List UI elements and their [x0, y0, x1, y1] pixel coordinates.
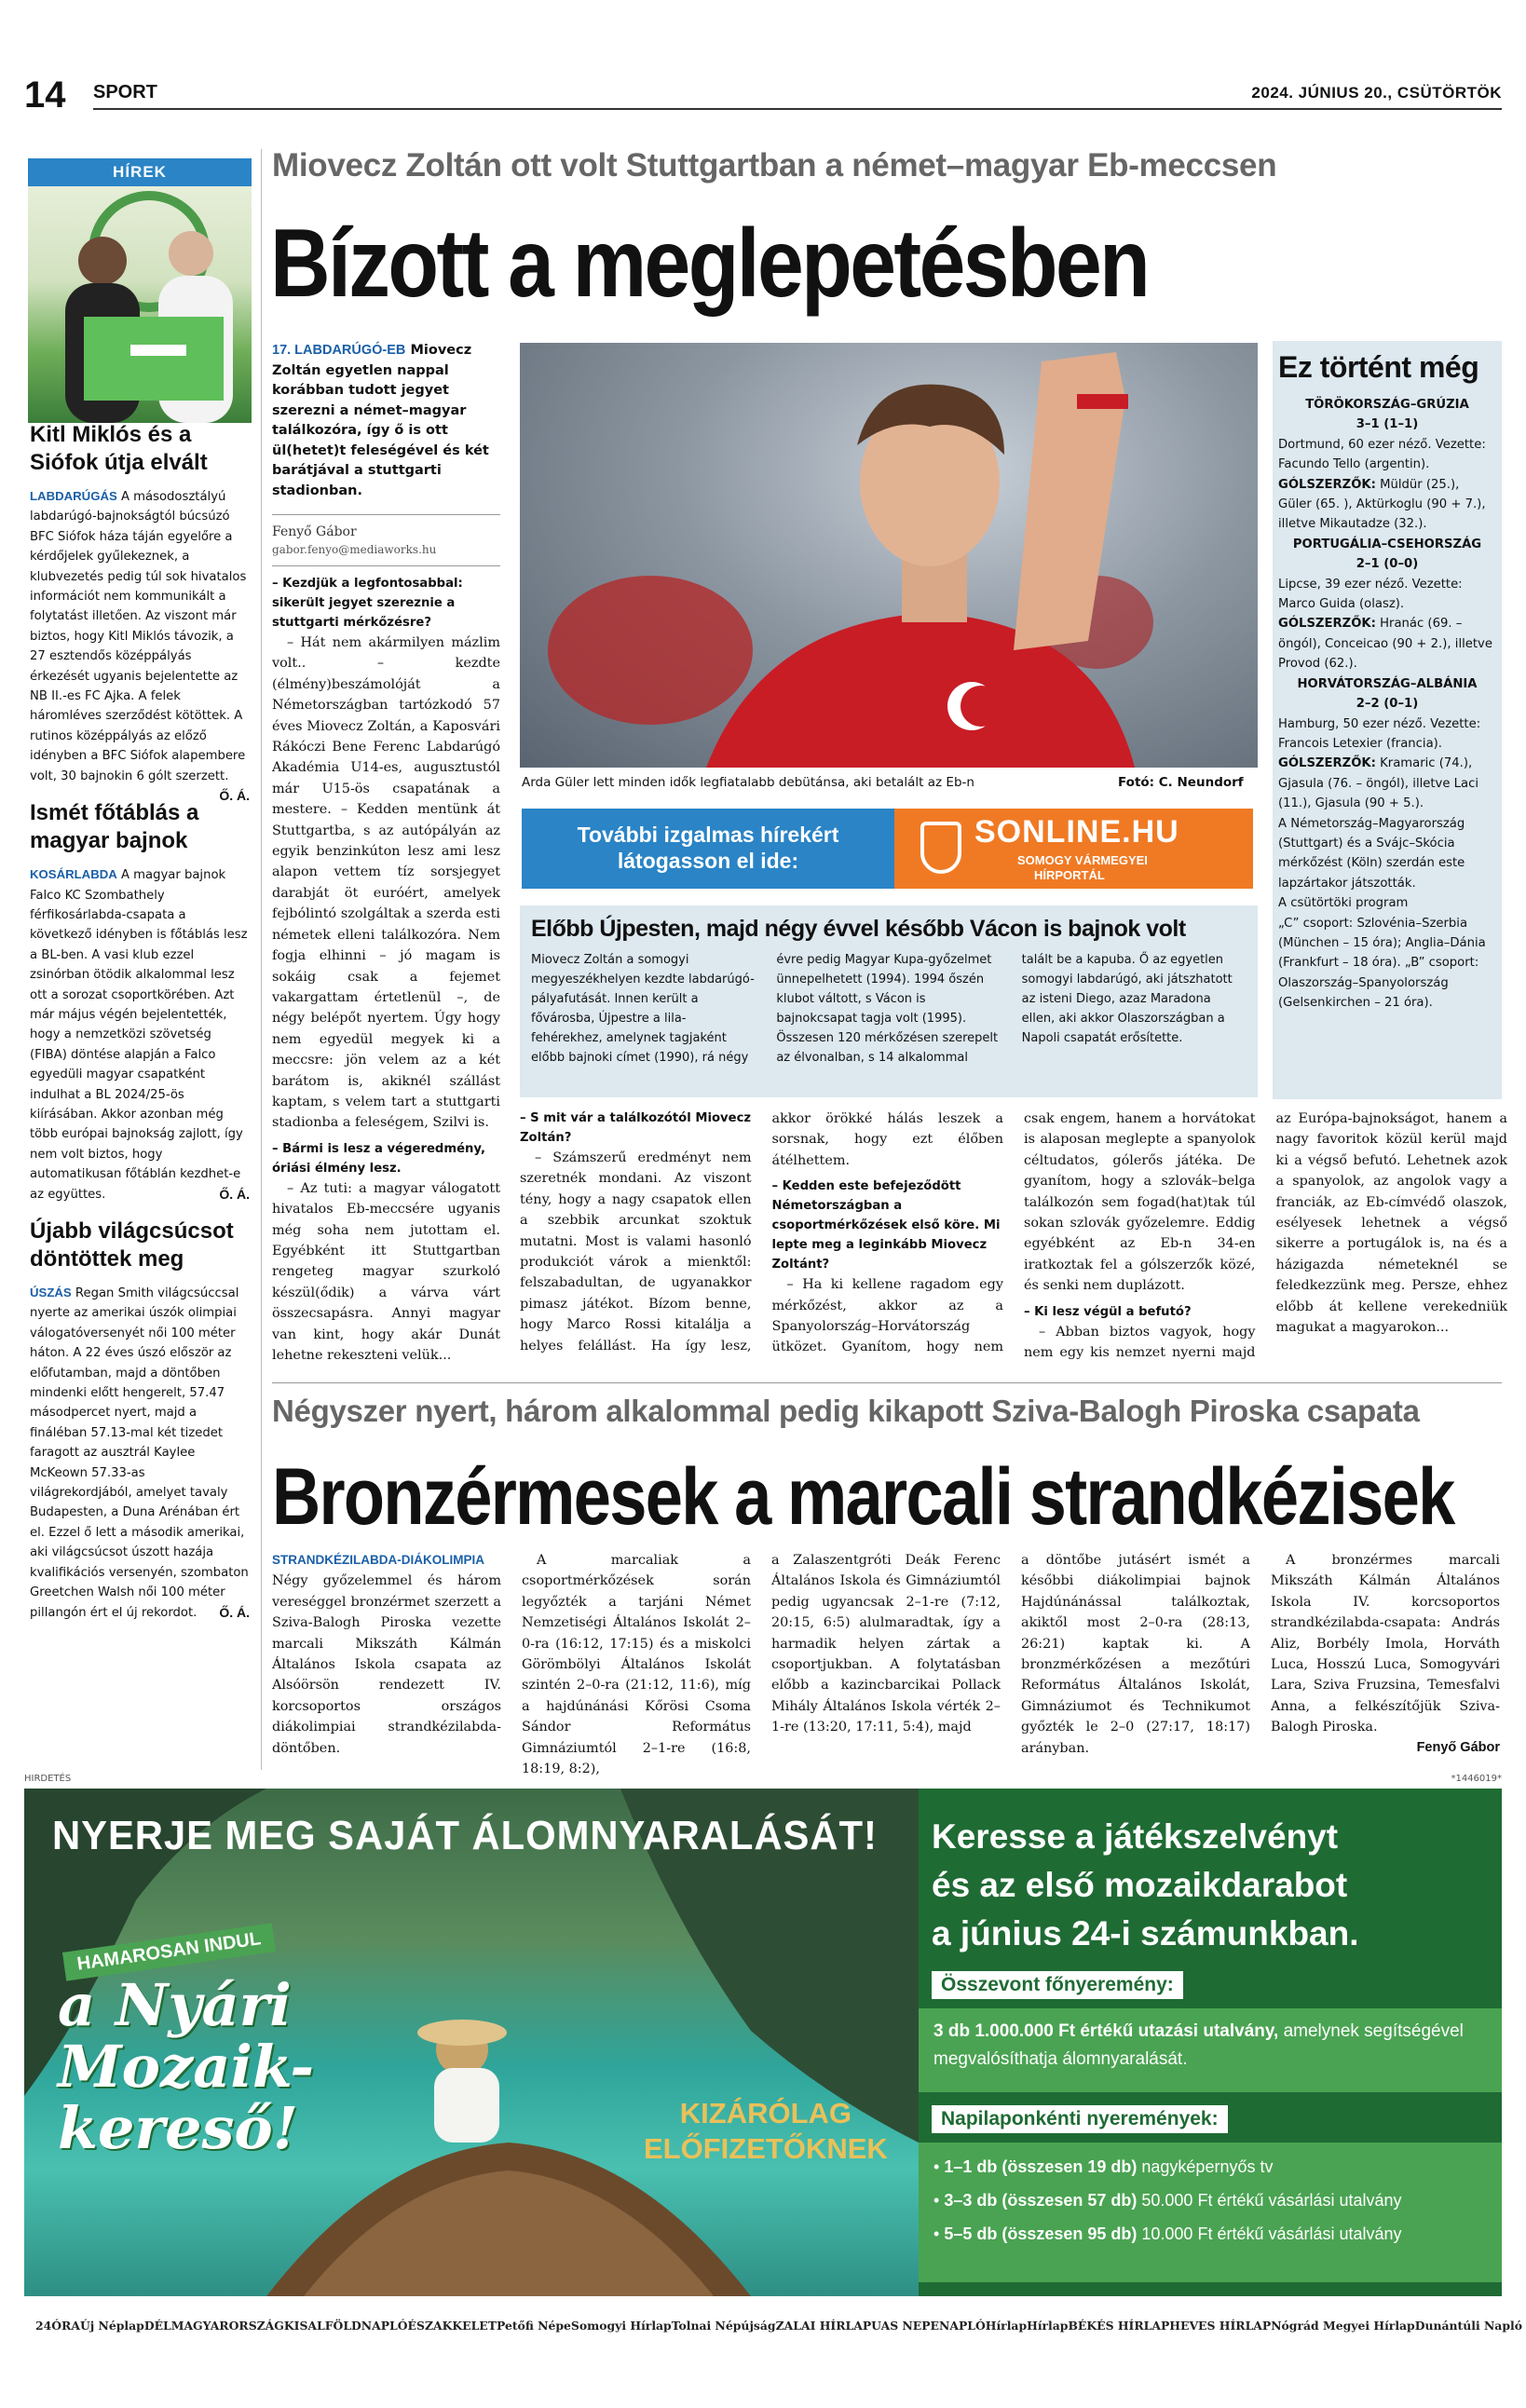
author-email: gabor.fenyo@mediaworks.hu — [272, 543, 437, 556]
sidebar-label: HÍREK — [28, 158, 252, 186]
second-col: a Zalaszentgróti Deák Ferenc Általános Iskola és Gimnáziumtól pedig ugyancsak 2–1-re (7:12, 20:15, 6:5) alulmaradtak, így a harmadik helyen zártak a csoportjukban. A folytatásban előbb a kazincbarcikai Pollack Mihály Általános Iskola vérték 2–1-re (13:20, 17:11, 5:4), majd — [771, 1553, 1001, 1735]
second-article-rule — [272, 1382, 1502, 1383]
paper-logo: ZALAI HÍRLAP — [775, 2319, 872, 2333]
ad-daily-item: • 3–3 db (összesen 57 db) 50.000 Ft értékű vásárlási utalvány — [933, 2191, 1402, 2210]
ad-game-line: kereső! — [58, 2094, 298, 2162]
career-box-title: Előbb Újpesten, majd négy évvel később Vácon is bajnok volt — [531, 916, 1186, 942]
match-info: Hamburg, 50 ezer néző. Vezette: Francois Letexier (francia). — [1278, 716, 1481, 751]
footballer-photo-icon — [520, 343, 1258, 768]
ad-soon-badge: HAMAROSAN INDUL — [62, 1923, 276, 1980]
news-signature: Ő. Á. — [219, 788, 250, 804]
second-col: a döntőbe jutásért ismét a későbbi diákolimpiai bajnok Hajdúnánással találkoztak, akiktől most 2–0-ra (28:13, 26:21) kaptak ki. A bronzmérkőzésen a mezőtúri Református Általános Iskolát, Gimnáziumot és Technikumot győzték le 2–0 (27:17, 18:17) arányban. — [1021, 1553, 1250, 1756]
promo-right — [894, 809, 1253, 889]
paper-logo: 24ÓRA — [35, 2319, 80, 2333]
ad-daily-item: • 5–5 db (összesen 95 db) 10.000 Ft értékű vásárlási utalvány — [933, 2224, 1402, 2243]
news-text: A másodosztályú labdarúgó-bajnokságtól búcsúzó BFC Siófok háza táján egyelőre a kérdőjelek gyűlekeznek, a klubvezetés pedig túl sok hivatalos információt nem kommunikált a folytatást illetően. Az viszont már biztos, hogy Kitl Miklós távozik, a 27 esztendős középpályás érkezését ugyanis bejelentette az NB II.-es FC Ajka. A felek háromléves szerződést kötöttek. A rutinos középpályás az előző idényben a BFC Siófok alapembere volt, 30 bajnokin 6 gólt szerzett. — [30, 490, 247, 783]
interview-question: – S mit vár a találkozótól Miovecz Zoltán? — [520, 1111, 752, 1145]
promo-line-1: További izgalmas hírekért — [577, 823, 839, 847]
paper-logo: Nógrád Megyei Hírlap — [1271, 2319, 1415, 2333]
interview-answer: – Az tuti: a magyar válogatott hivatalos Eb-meccsére ugyanis még soha nem jutottam el. Egyébként itt Stuttgartban rengeteg magyar szurkoló készül(ődik) a várva várt összecsapásra. Annyi magyar van kint, hogy akár Dunát lehetne rekeszteni velük... — [272, 1180, 500, 1363]
results-title: Ez történt még — [1278, 350, 1479, 384]
ad-papers-strip — [24, 2296, 1522, 2355]
match-teams: TÖRÖKORSZÁG–GRÚZIA — [1305, 398, 1469, 412]
photo-drawing — [520, 343, 1258, 768]
paper-logo: Hírlap — [1027, 2319, 1069, 2333]
news-text: Regan Smith világcsúccsal nyerte az amerikai úszók olimpiai válogatóversenyét női 100 méter háton. A 22 éves úszó először az előfutamban, majd a döntőben mindenki előtt hengerelt, 57.47 másodpercet nyert, majd a fináléban 57.13-mal két tizedet faragott az ausztrál Kaylee McKeown 57.33-as világrekordjából, amelyet tavaly Budapesten, a Duna Arénában ért el. Ezzel ő lett a második amerikai, aki világcsúcsot úszott hazája kvalifikációs versenyén, szombaton Greetchen Walsh női 100 méter pillangón ért el új rekordot. — [30, 1286, 249, 1620]
match-info: Dortmund, 60 ezer néző. Vezette: Facundo Tello (argentin). — [1278, 437, 1486, 472]
second-signature: Fenyő Gábor — [1416, 1739, 1500, 1755]
ad-exclusive — [644, 2096, 888, 2167]
ad-prize-label: Összevont főnyeremény: — [932, 1971, 1183, 1999]
paper-logo: Új Néplap — [79, 2319, 144, 2333]
match-teams: HORVÁTORSZÁG–ALBÁNIA — [1297, 676, 1478, 691]
promo-sub-2: HÍRPORTÁL — [1034, 868, 1105, 882]
program-text: „C” csoport: Szlovénia–Szerbia (München – 15 óra); Anglia–Dánia (Frankfurt – 18 óra). „B” csoport: Olaszország–Spanyolország (Gelsenkirchen – 21 óra). — [1278, 916, 1486, 1011]
issue-date: 2024. JÚNIUS 20., CSÜTÖRTÖK — [1251, 84, 1502, 102]
paper-logo: Dunántúli Napló — [1414, 2319, 1522, 2333]
match-score: 2–2 (0–1) — [1356, 697, 1419, 712]
promo-logo: SONLINE.HU — [974, 814, 1179, 850]
match-score: 3–1 (1–1) — [1356, 417, 1419, 432]
header-rule — [93, 108, 1502, 110]
interview-answer: – Abban biztos vagyok, hogy nem egy kis nemzet nyerni majd az Európa-bajnokságot, hanem a nagy favoritok közül kerül majd ki a végső befutó. Lehetnek azok a spanyolok, az angolok vagy a franciák, az Eb-címvédő olaszok, esélyesek lehetnek a végső sikerre a portugálok is, na és a házigazda németeknél se feledkezzünk meg. Persze, ehhez előbb át kellene verekedniük magukat a magyarokon... — [1024, 1111, 1507, 1361]
ad-right-line: a június 24-i számunkban. — [932, 1914, 1359, 1952]
ad-daily-rest: 10.000 Ft értékű vásárlási utalvány — [1137, 2224, 1402, 2243]
ad-daily-rest: 50.000 Ft értékű vásárlási utalvány — [1137, 2191, 1402, 2210]
news-photo-icon — [28, 186, 252, 423]
news-signature: Ő. Á. — [219, 1186, 250, 1202]
second-headline: Bronzérmesek a marcali strandkézisek — [272, 1452, 1454, 1542]
ad-label: HIRDETÉS — [24, 1774, 72, 1784]
second-col: A bronzérmes marcali Mikszáth Kálmán Általános Iskola IV. korcsoportos strandkézilabda-csapata: András Aliz, Borbély Imola, Horváth Luca, Hosszú Luca, Somogyvári Lara, Sziva Fruzsina, Temesfalvi Anna, a felkészítőjük Sziva-Balogh Piroska. — [1271, 1553, 1500, 1735]
ad-game-line: Mozaik- — [58, 2033, 315, 2101]
paper-logo: UAS NEPE — [871, 2319, 939, 2333]
interview-question: – Kezdjük a legfontosabbal: sikerült jegyet szereznie a stuttgarti mérkőzésre? — [272, 577, 463, 630]
promo-left — [522, 809, 894, 889]
match-scorers-label: GÓLSZERZŐK: — [1278, 477, 1376, 492]
interview-answer: – Számszerű eredményt nem szeretnék mondani. Az viszont tény, hogy a nagy csapatok ellen a szebbik arcunkat szoktuk mutatni. Most is valami hasonló produkciót várok a mienktől: felszabadultan, de ugyanakkor pimasz játékot. Bízom benne, hogy Marco Rossi kitalálja a helyes felállást. Ha így lesz, akkor örökké hálás leszek a sorsnak, hogy ezt élőben átélhettem. — [520, 1111, 1003, 1354]
ad-right-line: Keresse a játékszelvényt — [932, 1817, 1339, 1856]
ad-right-panel — [919, 1789, 1502, 2296]
paper-logo: DÉLMAGYARORSZÁG — [143, 2319, 284, 2333]
main-lead-label: 17. LABDARÚGÓ-EB — [272, 343, 406, 358]
match-scorers: Hranác (69. – öngól), Conceicao (90 + 2.), illetve Provod (62.). — [1278, 617, 1492, 672]
results-note: A Németország–Magyarország (Stuttgart) és a Svájc–Skócia mérkőzést (Köln) szerdán este lapzártakor játszották. — [1278, 816, 1465, 891]
news-item — [30, 799, 250, 1204]
promo-banner[interactable] — [522, 809, 1253, 889]
main-headline: Bízott a meglepetésben — [270, 210, 1149, 318]
news-lead: LABDARÚGÁS — [30, 489, 117, 503]
second-kicker: Négyszer nyert, három alkalommal pedig kikapott Sziva-Balogh Piroska csapata — [272, 1394, 1420, 1428]
paper-logo: KELET — [452, 2319, 497, 2333]
match-scorers-label: GÓLSZERZŐK: — [1278, 756, 1376, 771]
sidebar-divider — [261, 149, 262, 1770]
ad-daily-list — [919, 2143, 1502, 2282]
ad-daily-item: • 1–1 db (összesen 19 db) nagyképernyős tv — [933, 2157, 1274, 2176]
paper-logo: Somogyi Hírlap — [570, 2319, 672, 2333]
ad-code: *1446019* — [1451, 1774, 1502, 1784]
promo-line-2: látogasson el ide: — [617, 849, 799, 873]
career-box-text: Miovecz Zoltán a somogyi megyeszékhelyen kezdte labdarúgó-pályafutását. Innen került a fővárosba, Újpestre a lila-fehérekhez, amelynek tagjaként előbb bajnoki címet (1990), rá négy évre pedig Magyar Kupa-győzelmet ünnepelhetett (1994). 1994 őszén klubot váltott, s Vácon is bajnokcsapat tagja volt (1995). Összesen 120 mérkőzésen szerepelt az élvonalban, s 14 alkalommal talált be a kapuba. Ő az egyetlen somogyi labdarúgó, aki játszhatott az isteni Diego, azaz Maradona ellen, aki akkor Olaszországban a Napoli csapatát erősítette. — [531, 953, 1233, 1065]
ad-banner[interactable] — [24, 1789, 1522, 2355]
page-number: 14 — [24, 75, 66, 116]
paper-logo: Tolnai Népújság — [671, 2319, 776, 2333]
paper-logo: Petőfi Népe — [496, 2319, 571, 2333]
photo-credit: Fotó: C. Neundorf — [1118, 775, 1244, 790]
interview-question: – Bármi is lesz a végeredmény, óriási élmény lesz. — [272, 1141, 485, 1176]
paper-logo: BÉKÉS HÍRLAP — [1068, 2319, 1170, 2333]
ad-prize-bold: 3 db 1.000.000 Ft értékű utazási utalvány, — [933, 2021, 1279, 2041]
interview-question: – Kedden este befejeződött Németországban a csoportmérkőzések első köre. Mi lepte meg a leginkább Miovecz Zoltánt? — [771, 1179, 1001, 1272]
interview-answer: – Hát nem akármilyen mázlim volt.. – kezdte (élmény)beszámolóját a Németországban tartózkodó 57 éves Miovecz Zoltán, a Kaposvári Rákóczi Bene Ferenc Labdarúgó Akadémia U14-es, augusztustól már U15-ös csapatának a mestere. – Kedden mentünk át Stuttgartba, s az autópályán az egyik benzinkúton lesz ami lesz alapon vettem tíz sorsjegyet darabját öt euróért, amelyek fejbólintó szolgáltak a szerda esti németek elleni találkozóra. Nem fogja elhinni – jó magam is sokáig csak a fejemet vakargattam értetlenül –, de négy belépőt nyertem. Úgy hogy nem egyedül megyek ki a meccsre: jön velem az a két barátom is, akiknél szállást kaptam, s velem tart a stuttgarti stadionba a feleségem, Szilvi is. — [272, 635, 500, 1131]
match-info: Lipcse, 39 ezer néző. Vezette: Marco Guida (olasz). — [1278, 577, 1463, 612]
news-signature: Ő. Á. — [219, 1604, 250, 1620]
career-box — [520, 905, 1258, 1097]
photo-caption: Arda Güler lett minden idők legfiatalabb debütánsa, aki betalált az Eb-n — [522, 775, 974, 790]
ad-exclusive-line: KIZÁRÓLAG — [679, 2097, 852, 2129]
match-scorers-label: GÓLSZERZŐK: — [1278, 617, 1376, 632]
ad-daily-bold: 3–3 db (összesen 57 db) — [944, 2191, 1138, 2210]
sidebar-news-list — [30, 421, 250, 1623]
promo-sub-1: SOMOGY VÁRMEGYEI — [1017, 853, 1148, 867]
ad-headline: NYERJE MEG SAJÁT ÁLOMNYARALÁSÁT! — [52, 1813, 878, 1858]
news-title: Kitl Miklós és a Siófok útja elvált — [30, 422, 208, 475]
interview-question: – Ki lesz végül a befutó? — [1024, 1304, 1192, 1319]
ad-prize-rest: amelynek segítségével megvalósíthatja álomnyaralását. — [933, 2021, 1464, 2069]
shield-logo-icon — [920, 822, 961, 874]
ad-game-title — [58, 1971, 315, 2162]
main-lead-text: Miovecz Zoltán egyetlen nappal korábban tudott jegyet szerezni a német–magyar találkozóra, így ő is ott ül(hetet)t feleségével és két barátjával a stuttgarti stadionban. — [272, 343, 489, 498]
news-item — [30, 1218, 250, 1623]
news-title: Ismét főtáblás a magyar bajnok — [30, 800, 199, 854]
paper-logo: NAPLÓ — [361, 2319, 408, 2333]
ad-right-line: és az első mozaikdarabot — [932, 1866, 1348, 1904]
ad-daily-bold: 1–1 db (összesen 19 db) — [944, 2157, 1138, 2176]
interview-answer: – Ha ki kellene ragadom egy mérkőzést, akkor az a Spanyolország–Horvátország ütközet. Gyanítom, hogy nem csak engem, hanem a horvátokat is alaposan meglepte a spanyolok céltudatos, gólerős játéka. De gyanítom, hogy a szlovák–belga találkozón sem fogad(hat)tak túl sokan szlovák győzelemre. Eddig egyébként az Eb-n 34-en iratkoztak fel a gólszerzők közé, és senki nem duplázott. — [771, 1111, 1256, 1355]
ad-game-line: a Nyári — [58, 1971, 292, 2039]
second-col: A marcaliak a csoportmérkőzések során legyőzték a tarjáni Német Nemzetiségi Általános Iskolát 2–0-ra (16:12, 17:15) és a miskolci Görömbölyi Általános Iskolát szintén 2–0-ra (21:12, 11:6), míg a hajdúnánási Kőrösi Csoma Sándor Református Gimnáziumtól 2–1-re (16:8, 18:19, 8:2), — [522, 1553, 751, 1777]
ad-daily-label: Napilaponkénti nyeremények: — [932, 2105, 1228, 2133]
sidebar — [28, 158, 252, 423]
ad-daily-bold: 5–5 db (összesen 95 db) — [944, 2224, 1138, 2243]
ad-exclusive-line: ELŐFIZETŐKNEK — [644, 2132, 888, 2165]
news-title: Újabb világcsúcsot döntöttek meg — [30, 1218, 234, 1272]
main-left-column — [272, 341, 500, 1366]
paper-logo: KISALFÖLD — [283, 2319, 361, 2333]
news-text: A magyar bajnok Falco KC Szombathely férfikosárlabda-csapata a következő idényben is főtáblás lesz a BL-ben. A vasi klub ezzel zsinórban ötödik alkalommal lesz ott a sorozat csoportkörében. Azt már május végén bejelentették, hogy a nemzetközi szövetség (FIBA) döntése alapján a Falco egyedüli magyar csapatként indulhat a BL 2024/25-ös kiírásában. Akkor azonban még több európai bajnokság zajlott, így nem volt biztos, hogy automatikusan főtáblán kezdhet-e az együttes. — [30, 868, 248, 1202]
paper-logo: Hírlap — [985, 2319, 1028, 2333]
author-name: Fenyő Gábor — [272, 524, 357, 539]
paper-logo: ÉSZAK — [407, 2319, 453, 2333]
news-photo-drawing — [28, 186, 252, 423]
main-kicker: Miovecz Zoltán ott volt Stuttgartban a német–magyar Eb-meccsen — [272, 147, 1277, 184]
results-box — [1273, 341, 1502, 1099]
paper-logo: HEVES HÍRLAP — [1169, 2319, 1272, 2333]
paper-logo: NAPLÓ — [939, 2319, 986, 2333]
news-lead: KOSÁRLABDA — [30, 867, 117, 882]
match-scorers: Müldür (25.), Güler (65. ), Aktürkoglu (90 + 7.), illetve Mikautadze (32.). — [1278, 477, 1486, 532]
match-scorers: Kramaric (74.), Gjasula (76. – öngól), illetve Laci (11.), Gjasula (90 + 5.). — [1278, 756, 1479, 811]
interview-continuation — [520, 1109, 1507, 1371]
second-article-body — [272, 1550, 1502, 1779]
match-score: 2–1 (0–0) — [1356, 557, 1419, 572]
ad-right-title — [932, 1813, 1359, 1958]
second-lead-label: STRANDKÉZILABDA-DIÁKOLIMPIA — [272, 1553, 484, 1567]
second-col: Négy győzelemmel és három vereséggel bronzérmet szerzett a Sziva-Balogh Piroska vezette marcali Mikszáth Kálmán Általános Iskola csapata az Alsóörsön rendezett IV. korcsoportos országos diákolimpiai strandkézilabda-döntőben. — [272, 1573, 501, 1756]
ad-prize-box — [919, 2008, 1502, 2092]
news-item — [30, 421, 250, 804]
news-lead: ÚSZÁS — [30, 1286, 72, 1299]
ad-daily-rest: nagyképernyős tv — [1137, 2157, 1274, 2176]
match-teams: PORTUGÁLIA–CSEHORSZÁG — [1292, 537, 1482, 551]
program-title: A csütörtöki program — [1278, 896, 1409, 911]
section-label: SPORT — [93, 82, 157, 102]
